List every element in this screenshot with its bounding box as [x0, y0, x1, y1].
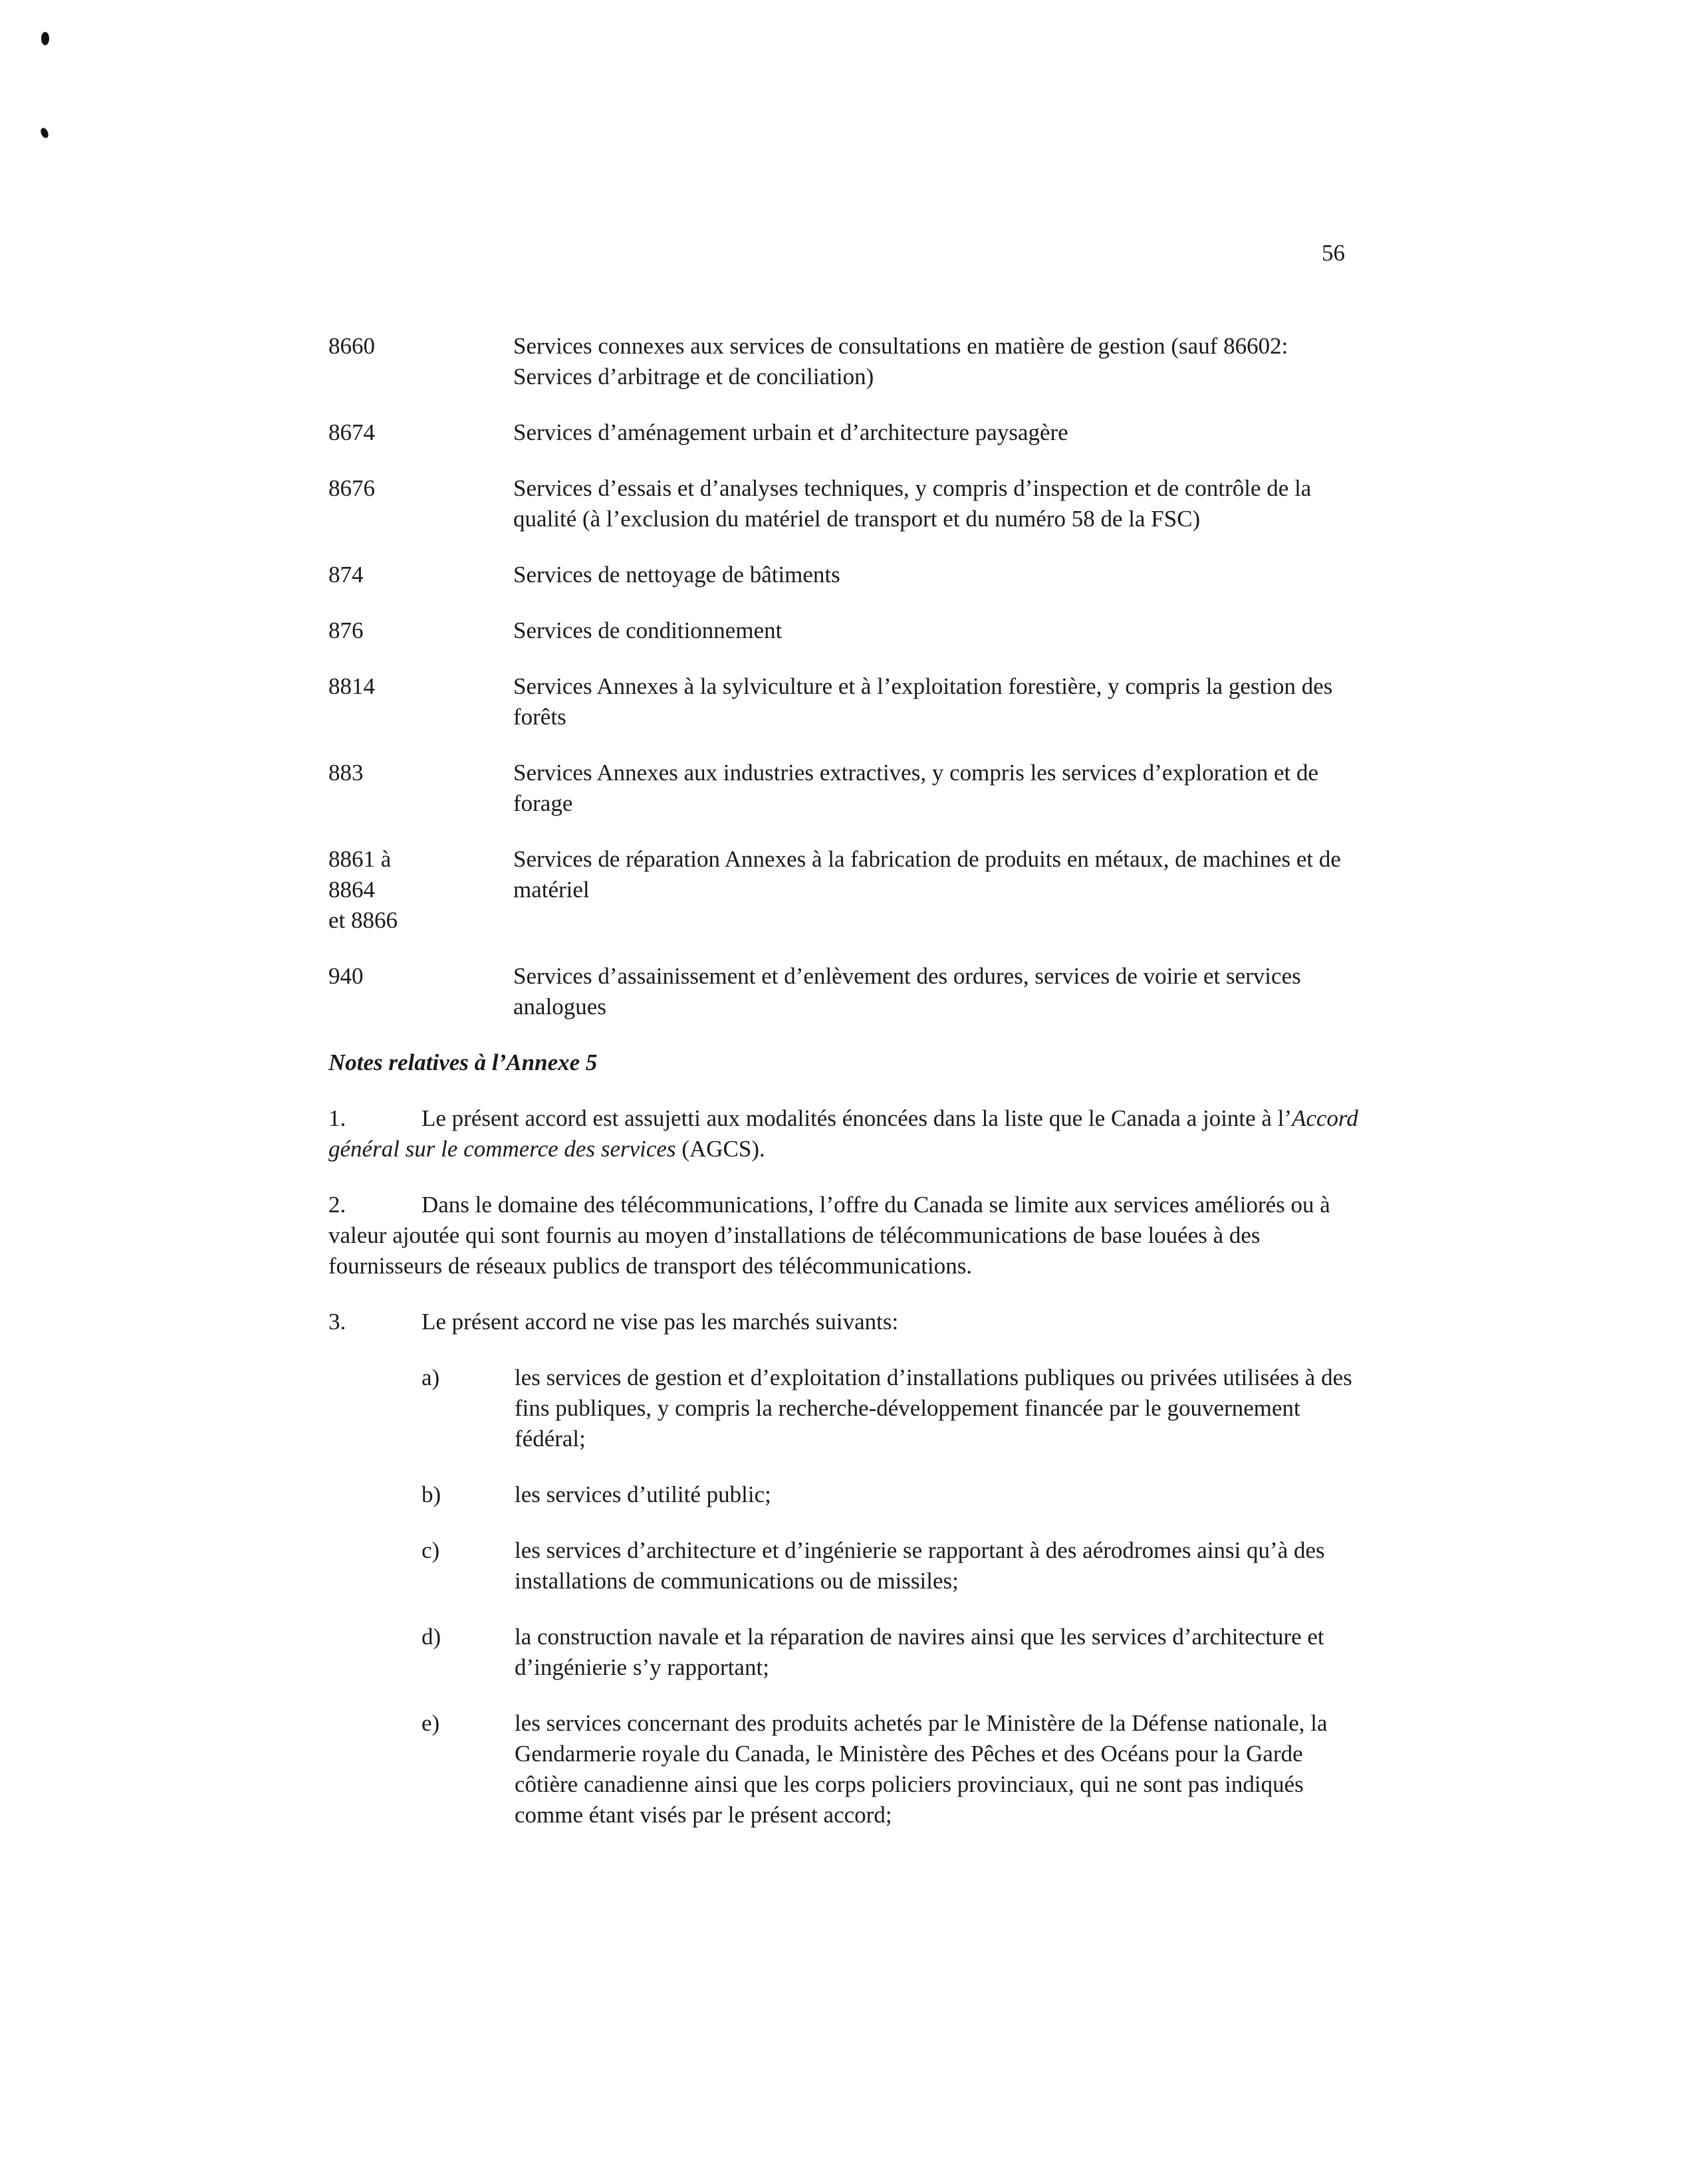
service-row — [328, 671, 1366, 732]
service-row — [328, 473, 1366, 534]
scan-speck — [41, 32, 49, 45]
note-1 — [328, 1103, 1366, 1164]
note-text: Dans le domaine des télécommunications, l’offre du Canada se limite aux services améliorés ou à valeur ajoutée qui sont fournis au moyen d’installations de télécommunications de base louées à des fournisseurs de réseaux publics de transport des télécommunications. — [328, 1192, 1330, 1279]
service-code: 8674 — [328, 419, 375, 445]
service-row — [328, 560, 1366, 590]
list-item-text: les services d’architecture et d’ingénierie se rapportant à des aérodromes ainsi qu’à des installations de communications ou de missiles; — [515, 1537, 1325, 1594]
service-description: Services Annexes aux industries extractives, y compris les services d’exploration et de forage — [513, 760, 1319, 816]
list-item-letter: e) — [422, 1710, 440, 1736]
service-description: Services Annexes à la sylviculture et à l’exploitation forestière, y compris la gestion des forêts — [513, 673, 1333, 730]
list-item — [328, 1535, 1366, 1596]
service-code: 8861 à 8864 et 8866 — [328, 846, 398, 933]
service-code: 876 — [328, 617, 364, 643]
list-item-text: les services de gestion et d’exploitation d’installations publiques ou privées utilisées à des fins publiques, y compris la recherche-développement financée par le gouvernement fédéral; — [515, 1365, 1352, 1452]
list-item-text: les services d’utilité public; — [515, 1481, 771, 1507]
service-description: Services d’aménagement urbain et d’architecture paysagère — [513, 419, 1068, 445]
service-row — [328, 331, 1366, 392]
service-row — [328, 844, 1366, 936]
note-number: 2. — [328, 1192, 346, 1218]
service-code: 883 — [328, 760, 364, 786]
note-text: Le présent accord est assujetti aux modalités énoncées dans la liste que le Canada a jointe à l’Accord général sur le commerce des services (AGCS). — [328, 1105, 1358, 1162]
service-code: 8676 — [328, 475, 375, 501]
note-text: Le présent accord ne vise pas les marchés suivants: — [422, 1309, 899, 1335]
service-code: 8814 — [328, 673, 375, 699]
list-item — [328, 1363, 1366, 1454]
note-3 — [328, 1307, 1366, 1337]
service-row — [328, 417, 1366, 448]
service-description: Services d’assainissement et d’enlèvement des ordures, services de voirie et services analogues — [513, 963, 1301, 1020]
service-code: 874 — [328, 562, 364, 588]
list-item — [328, 1708, 1366, 1830]
notes-heading: Notes relatives à l’Annexe 5 — [328, 1049, 598, 1075]
service-description: Services de nettoyage de bâtiments — [513, 562, 840, 588]
page-number: 56 — [1322, 240, 1345, 266]
note-2 — [328, 1190, 1366, 1281]
service-description: Services connexes aux services de consultations en matière de gestion (sauf 86602: Services d’arbitrage et de conciliation) — [513, 333, 1288, 389]
list-item-text: les services concernant des produits achetés par le Ministère de la Défense nationale, la Gendarmerie royale du Canada, le Ministère des Pêches et des Océans pour la Garde côtière canadienne ainsi que les corps policiers provinciaux, qui ne sont pas indiqués comme étant visés par le présent accord; — [515, 1710, 1328, 1828]
service-description: Services de réparation Annexes à la fabrication de produits en métaux, de machines et de matériel — [513, 846, 1341, 903]
service-description: Services de conditionnement — [513, 617, 783, 643]
service-code: 8660 — [328, 333, 375, 359]
service-row — [328, 961, 1366, 1022]
service-row — [328, 758, 1366, 819]
document-body — [328, 331, 1366, 1856]
list-item — [328, 1479, 1366, 1510]
list-item-letter: d) — [422, 1624, 441, 1650]
service-code: 940 — [328, 963, 364, 989]
list-item — [328, 1622, 1366, 1683]
service-description: Services d’essais et d’analyses techniques, y compris d’inspection et de contrôle de la qualité (à l’exclusion du matériel de transport et du numéro 58 de la FSC) — [513, 475, 1312, 532]
note-number: 3. — [328, 1309, 346, 1335]
list-item-letter: a) — [422, 1365, 440, 1390]
list-item-letter: b) — [422, 1481, 441, 1507]
note-3-list — [328, 1363, 1366, 1830]
note-number: 1. — [328, 1105, 346, 1131]
list-item-letter: c) — [422, 1537, 440, 1563]
list-item-text: la construction navale et la réparation de navires ainsi que les services d’architecture et d’ingénierie s’y rapportant; — [515, 1624, 1324, 1680]
service-row — [328, 615, 1366, 646]
scan-speck — [39, 127, 50, 140]
